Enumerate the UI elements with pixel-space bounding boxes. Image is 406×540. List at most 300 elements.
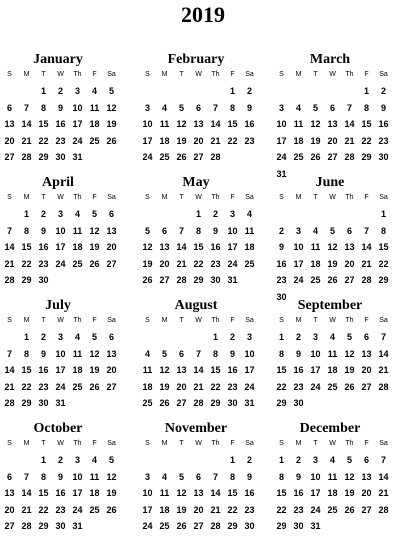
day-cell: 23 xyxy=(210,258,221,269)
day-cell: 22 xyxy=(227,504,238,515)
weekday-header: S xyxy=(279,317,284,324)
month-name: June xyxy=(315,175,345,190)
day-cell: 22 xyxy=(361,135,372,146)
day-cell: 12 xyxy=(327,242,338,252)
month-name: July xyxy=(45,298,71,313)
day-cell: 28 xyxy=(210,521,221,531)
weekday-header: F xyxy=(364,71,369,78)
day-cell: 27 xyxy=(4,521,15,531)
day-cell: 30 xyxy=(55,152,66,162)
day-cell: 10 xyxy=(244,348,255,359)
day-cell: 6 xyxy=(363,332,369,342)
month-august xyxy=(142,298,270,412)
weekday-header: W xyxy=(195,194,202,201)
day-cell: 19 xyxy=(159,381,170,392)
day-cell: 21 xyxy=(4,258,15,269)
day-cell: 14 xyxy=(344,119,355,129)
day-cell: 23 xyxy=(378,135,389,146)
empty-day-cell xyxy=(310,206,327,223)
day-cell: 11 xyxy=(89,471,100,482)
empty-day-cell xyxy=(4,452,21,469)
day-cell: 9 xyxy=(295,348,301,359)
weekday-header: M xyxy=(161,440,168,447)
day-cell: 23 xyxy=(244,135,255,146)
day-cell: 8 xyxy=(380,225,386,236)
empty-day-cell xyxy=(142,83,159,100)
day-cell: 21 xyxy=(210,135,221,146)
day-cell: 20 xyxy=(344,258,355,269)
day-cell: 27 xyxy=(193,152,204,162)
day-cell: 5 xyxy=(108,455,114,465)
day-cell: 30 xyxy=(293,398,304,408)
empty-day-cell xyxy=(310,83,327,100)
empty-day-cell xyxy=(21,452,38,469)
day-cell: 18 xyxy=(159,135,170,146)
day-cell: 11 xyxy=(89,102,100,113)
day-cell: 1 xyxy=(23,209,29,219)
day-cell: 15 xyxy=(38,488,49,498)
day-cell: 22 xyxy=(227,135,238,146)
month-day-grid xyxy=(276,193,404,305)
day-cell: 13 xyxy=(106,348,117,359)
month-september xyxy=(276,298,404,412)
calendar-year-title: 2019 xyxy=(181,2,225,27)
month-may xyxy=(142,175,270,289)
day-cell: 26 xyxy=(310,152,321,162)
day-cell: 10 xyxy=(72,471,83,482)
day-cell: 9 xyxy=(246,471,252,482)
day-cell: 3 xyxy=(144,102,150,113)
day-cell: 13 xyxy=(361,471,372,482)
weekday-header: W xyxy=(329,317,336,324)
day-cell: 14 xyxy=(361,242,372,252)
day-cell: 24 xyxy=(72,135,83,146)
weekday-header: S xyxy=(145,317,150,324)
month-june xyxy=(276,175,404,305)
day-cell: 27 xyxy=(327,152,338,162)
month-name: May xyxy=(182,175,210,190)
day-cell: 1 xyxy=(195,209,201,219)
day-cell: 25 xyxy=(72,258,83,269)
day-cell: 5 xyxy=(91,332,97,342)
day-cell: 20 xyxy=(327,135,338,146)
day-cell: 4 xyxy=(161,471,167,482)
day-cell: 20 xyxy=(193,135,204,146)
day-cell: 12 xyxy=(142,242,153,252)
weekday-header: M xyxy=(23,194,30,201)
day-cell: 24 xyxy=(310,381,321,392)
day-cell: 13 xyxy=(159,242,170,252)
day-cell: 9 xyxy=(40,225,46,236)
day-cell: 16 xyxy=(276,258,287,269)
day-cell: 29 xyxy=(21,275,32,285)
day-cell: 18 xyxy=(244,242,255,252)
day-cell: 12 xyxy=(89,225,100,236)
day-cell: 22 xyxy=(378,258,389,269)
day-cell: 11 xyxy=(310,242,321,252)
day-cell: 26 xyxy=(344,381,355,392)
empty-day-cell xyxy=(210,452,227,469)
day-cell: 22 xyxy=(210,381,221,392)
day-cell: 3 xyxy=(74,455,80,465)
day-cell: 23 xyxy=(55,504,66,515)
day-cell: 17 xyxy=(72,488,83,498)
day-cell: 7 xyxy=(178,225,184,236)
day-cell: 8 xyxy=(363,102,369,113)
day-cell: 7 xyxy=(6,225,12,236)
weekday-header: Th xyxy=(73,317,82,324)
day-cell: 5 xyxy=(346,455,352,465)
day-cell: 7 xyxy=(380,332,386,342)
day-cell: 22 xyxy=(38,504,49,515)
empty-day-cell xyxy=(327,206,344,223)
weekday-header: F xyxy=(364,440,369,447)
day-cell: 24 xyxy=(276,152,287,162)
month-day-grid xyxy=(276,316,404,412)
day-cell: 21 xyxy=(344,135,355,146)
weekday-header: W xyxy=(57,71,64,78)
day-cell: 17 xyxy=(276,135,287,146)
day-cell: 23 xyxy=(38,258,49,269)
day-cell: 8 xyxy=(23,225,29,236)
day-cell: 5 xyxy=(346,332,352,342)
day-cell: 5 xyxy=(91,209,97,219)
day-cell: 28 xyxy=(21,521,32,531)
day-cell: 1 xyxy=(278,455,284,465)
weekday-header: Sa xyxy=(107,440,116,447)
weekday-header: F xyxy=(230,194,235,201)
day-cell: 19 xyxy=(327,258,338,269)
empty-day-cell xyxy=(293,206,310,223)
day-cell: 10 xyxy=(310,471,321,482)
day-cell: 9 xyxy=(278,242,284,252)
month-april xyxy=(4,175,132,289)
weekday-header: S xyxy=(145,194,150,201)
empty-day-cell xyxy=(159,83,176,100)
day-cell: 11 xyxy=(327,348,338,359)
day-cell: 3 xyxy=(74,86,80,96)
weekday-header: S xyxy=(279,194,284,201)
weekday-header: M xyxy=(295,317,302,324)
day-cell: 21 xyxy=(4,381,15,392)
day-cell: 26 xyxy=(142,275,153,285)
day-cell: 5 xyxy=(144,225,150,236)
weekday-header: W xyxy=(57,317,64,324)
day-cell: 4 xyxy=(246,209,252,219)
day-cell: 1 xyxy=(229,86,235,96)
day-cell: 3 xyxy=(246,332,252,342)
day-cell: 7 xyxy=(212,102,218,113)
weekday-header: F xyxy=(230,71,235,78)
day-cell: 8 xyxy=(195,225,201,236)
day-cell: 18 xyxy=(142,381,153,392)
day-cell: 17 xyxy=(55,365,66,375)
month-day-grid xyxy=(276,439,404,535)
weekday-header: F xyxy=(230,317,235,324)
day-cell: 21 xyxy=(378,488,389,498)
day-cell: 30 xyxy=(210,275,221,285)
day-cell: 14 xyxy=(176,242,187,252)
day-cell: 28 xyxy=(344,152,355,162)
weekday-header: F xyxy=(364,317,369,324)
day-cell: 1 xyxy=(363,86,369,96)
day-cell: 3 xyxy=(144,471,150,482)
day-cell: 15 xyxy=(38,119,49,129)
weekday-header: Sa xyxy=(245,194,254,201)
day-cell: 20 xyxy=(193,504,204,515)
day-cell: 6 xyxy=(6,471,12,482)
day-cell: 12 xyxy=(89,348,100,359)
day-cell: 4 xyxy=(91,455,97,465)
day-cell: 28 xyxy=(4,275,15,285)
day-cell: 27 xyxy=(4,152,15,162)
weekday-header: Th xyxy=(211,71,220,78)
day-cell: 26 xyxy=(176,152,187,162)
day-cell: 31 xyxy=(276,168,287,179)
weekday-header: M xyxy=(23,317,30,324)
day-cell: 22 xyxy=(38,135,49,146)
day-cell: 11 xyxy=(159,488,170,498)
day-cell: 22 xyxy=(276,381,287,392)
day-cell: 12 xyxy=(310,119,321,129)
day-cell: 19 xyxy=(106,119,117,129)
day-cell: 25 xyxy=(244,258,255,269)
day-cell: 24 xyxy=(227,258,238,269)
empty-day-cell xyxy=(193,83,210,100)
day-cell: 29 xyxy=(378,275,389,285)
weekday-header: T xyxy=(179,317,184,324)
day-cell: 30 xyxy=(276,291,287,302)
weekday-header: Sa xyxy=(107,194,116,201)
day-cell: 27 xyxy=(106,258,117,269)
day-cell: 25 xyxy=(142,398,153,408)
weekday-header: Th xyxy=(211,317,220,324)
weekday-header: S xyxy=(279,440,284,447)
day-cell: 10 xyxy=(55,348,66,359)
day-cell: 8 xyxy=(23,348,29,359)
empty-day-cell xyxy=(142,329,159,346)
day-cell: 28 xyxy=(176,275,187,285)
day-cell: 4 xyxy=(312,225,318,236)
day-cell: 18 xyxy=(293,135,304,146)
day-cell: 6 xyxy=(195,471,201,482)
weekday-header: M xyxy=(161,194,168,201)
day-cell: 8 xyxy=(40,471,46,482)
day-cell: 17 xyxy=(55,242,66,252)
day-cell: 7 xyxy=(363,225,369,236)
weekday-header: T xyxy=(179,194,184,201)
day-cell: 24 xyxy=(293,275,304,285)
day-cell: 6 xyxy=(363,455,369,465)
day-cell: 20 xyxy=(176,381,187,392)
weekday-header: Th xyxy=(345,71,354,78)
day-cell: 10 xyxy=(227,225,238,236)
day-cell: 2 xyxy=(40,332,46,342)
day-cell: 26 xyxy=(89,381,100,392)
weekday-header: T xyxy=(41,71,46,78)
day-cell: 12 xyxy=(106,471,117,482)
day-cell: 29 xyxy=(276,521,287,531)
day-cell: 21 xyxy=(361,258,372,269)
day-cell: 14 xyxy=(210,488,221,498)
month-name: January xyxy=(33,52,83,67)
day-cell: 3 xyxy=(229,209,235,219)
weekday-header: Sa xyxy=(379,440,388,447)
day-cell: 20 xyxy=(106,365,117,375)
day-cell: 29 xyxy=(38,521,49,531)
day-cell: 6 xyxy=(329,102,335,113)
day-cell: 18 xyxy=(327,488,338,498)
day-cell: 21 xyxy=(193,381,204,392)
day-cell: 15 xyxy=(227,488,238,498)
month-day-grid xyxy=(4,316,132,412)
empty-day-cell xyxy=(361,206,378,223)
day-cell: 18 xyxy=(72,365,83,375)
day-cell: 27 xyxy=(159,275,170,285)
day-cell: 14 xyxy=(193,365,204,375)
day-cell: 22 xyxy=(21,381,32,392)
empty-day-cell xyxy=(4,83,21,100)
empty-day-cell xyxy=(293,83,310,100)
weekday-header: M xyxy=(295,194,302,201)
day-cell: 22 xyxy=(193,258,204,269)
day-cell: 13 xyxy=(344,242,355,252)
day-cell: 10 xyxy=(55,225,66,236)
month-name: August xyxy=(174,298,218,313)
day-cell: 27 xyxy=(361,504,372,515)
day-cell: 30 xyxy=(227,398,238,408)
day-cell: 6 xyxy=(195,102,201,113)
weekday-header: M xyxy=(161,317,168,324)
day-cell: 30 xyxy=(244,521,255,531)
weekday-header: Sa xyxy=(107,71,116,78)
weekday-header: W xyxy=(329,440,336,447)
day-cell: 12 xyxy=(159,365,170,375)
day-cell: 2 xyxy=(246,455,252,465)
day-cell: 11 xyxy=(244,225,255,236)
day-cell: 23 xyxy=(293,381,304,392)
day-cell: 11 xyxy=(293,119,304,129)
empty-day-cell xyxy=(21,83,38,100)
day-cell: 13 xyxy=(176,365,187,375)
day-cell: 2 xyxy=(57,86,63,96)
day-cell: 11 xyxy=(327,471,338,482)
day-cell: 16 xyxy=(38,365,49,375)
day-cell: 23 xyxy=(293,504,304,515)
day-cell: 30 xyxy=(378,152,389,162)
day-cell: 16 xyxy=(244,119,255,129)
empty-day-cell xyxy=(193,452,210,469)
day-cell: 28 xyxy=(210,152,221,162)
day-cell: 27 xyxy=(344,275,355,285)
day-cell: 15 xyxy=(227,119,238,129)
day-cell: 30 xyxy=(55,521,66,531)
day-cell: 6 xyxy=(108,209,114,219)
day-cell: 6 xyxy=(178,348,184,359)
day-cell: 20 xyxy=(4,135,15,146)
month-february xyxy=(142,52,270,166)
day-cell: 31 xyxy=(227,275,238,285)
day-cell: 4 xyxy=(74,332,80,342)
weekday-header: Th xyxy=(73,194,82,201)
month-day-grid xyxy=(276,70,404,182)
day-cell: 17 xyxy=(142,135,153,146)
day-cell: 23 xyxy=(227,381,238,392)
day-cell: 2 xyxy=(295,332,301,342)
day-cell: 11 xyxy=(72,348,83,359)
month-name: April xyxy=(42,175,74,190)
day-cell: 5 xyxy=(178,102,184,113)
day-cell: 8 xyxy=(229,471,235,482)
day-cell: 11 xyxy=(72,225,83,236)
day-cell: 13 xyxy=(106,225,117,236)
month-day-grid xyxy=(4,439,132,535)
day-cell: 3 xyxy=(278,102,284,113)
day-cell: 24 xyxy=(310,504,321,515)
day-cell: 19 xyxy=(106,488,117,498)
day-cell: 8 xyxy=(229,102,235,113)
empty-day-cell xyxy=(159,206,176,223)
day-cell: 3 xyxy=(57,209,63,219)
day-cell: 27 xyxy=(193,521,204,531)
day-cell: 15 xyxy=(21,242,32,252)
day-cell: 2 xyxy=(229,332,235,342)
weekday-header: Sa xyxy=(245,317,254,324)
day-cell: 10 xyxy=(310,348,321,359)
day-cell: 7 xyxy=(6,348,12,359)
day-cell: 26 xyxy=(106,135,117,146)
day-cell: 29 xyxy=(210,398,221,408)
day-cell: 4 xyxy=(329,332,335,342)
day-cell: 24 xyxy=(55,381,66,392)
day-cell: 5 xyxy=(329,225,335,236)
day-cell: 31 xyxy=(72,521,83,531)
month-march xyxy=(276,52,404,182)
month-day-grid xyxy=(142,439,270,535)
month-december xyxy=(276,421,404,535)
day-cell: 13 xyxy=(361,348,372,359)
weekday-header: F xyxy=(92,440,97,447)
day-cell: 2 xyxy=(295,455,301,465)
day-cell: 16 xyxy=(293,365,304,375)
day-cell: 10 xyxy=(276,119,287,129)
day-cell: 30 xyxy=(293,521,304,531)
weekday-header: T xyxy=(41,440,46,447)
day-cell: 3 xyxy=(295,225,301,236)
weekday-header: S xyxy=(279,71,284,78)
day-cell: 16 xyxy=(55,119,66,129)
month-day-grid xyxy=(142,316,270,412)
weekday-header: Sa xyxy=(379,194,388,201)
day-cell: 8 xyxy=(212,348,218,359)
day-cell: 2 xyxy=(380,86,386,96)
weekday-header: T xyxy=(313,71,318,78)
day-cell: 25 xyxy=(159,152,170,162)
day-cell: 23 xyxy=(38,381,49,392)
day-cell: 19 xyxy=(176,135,187,146)
day-cell: 1 xyxy=(212,332,218,342)
day-cell: 1 xyxy=(40,455,46,465)
month-day-grid xyxy=(4,193,132,289)
day-cell: 12 xyxy=(176,488,187,498)
day-cell: 18 xyxy=(72,242,83,252)
day-cell: 24 xyxy=(55,258,66,269)
day-cell: 26 xyxy=(106,504,117,515)
day-cell: 25 xyxy=(293,152,304,162)
day-cell: 15 xyxy=(21,365,32,375)
day-cell: 14 xyxy=(378,348,389,359)
weekday-header: F xyxy=(92,194,97,201)
